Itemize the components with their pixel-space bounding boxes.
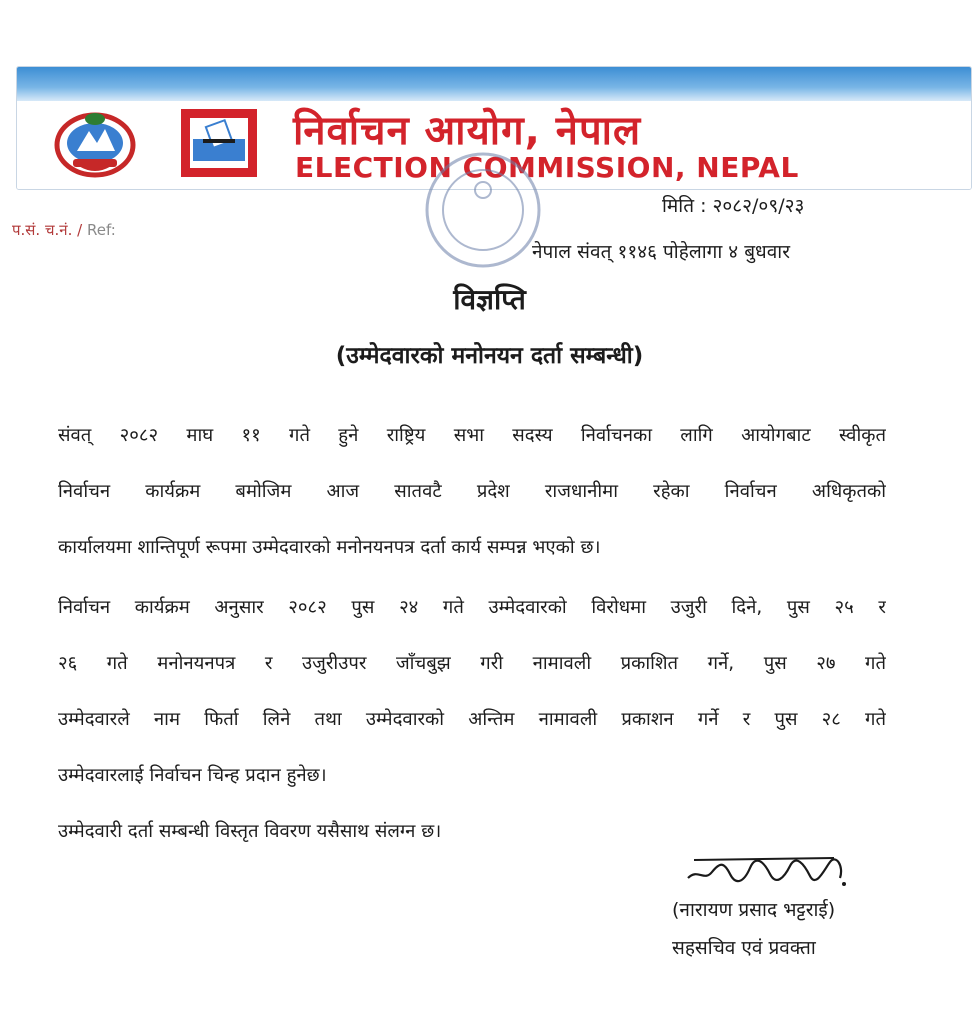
signatory-designation: सहसचिव एवं प्रवक्ता (672, 937, 816, 959)
paragraph-line: उम्मेदवारी दर्ता सम्बन्धी विस्तृत विवरण यसैसाथ संलग्न छ। (58, 821, 442, 842)
paragraph-line: उम्मेदवारले नाम फिर्ता लिने तथा उम्मेदवारको अन्तिम नामावली प्रकाशन गर्ने र पुस २८ गते (58, 709, 886, 730)
paragraph-line: कार्यालयमा शान्तिपूर्ण रूपमा उम्मेदवारको मनोनयनपत्र दर्ता कार्य सम्पन्न भएको छ। (58, 537, 601, 558)
signatory-name: (नारायण प्रसाद भट्टराई) (672, 899, 836, 921)
org-name-english: ELECTION COMMISSION, NEPAL (295, 151, 799, 184)
issue-date: मिति : २०८२/०९/२३ (662, 195, 805, 217)
paragraph-line: निर्वाचन कार्यक्रम अनुसार २०८२ पुस २४ गते उम्मेदवारको विरोधमा उजुरी दिने, पुस २५ र (58, 597, 886, 618)
reference-label-english: Ref: (86, 221, 116, 239)
reference-label (12, 220, 116, 240)
reference-label-nepali: प.सं. च.नं. / (12, 221, 83, 239)
notice-paragraph-1 (58, 408, 886, 576)
paragraph-line: निर्वाचन कार्यक्रम बमोजिम आज सातवटै प्रदेश राजधानीमा रहेका निर्वाचन अधिकृतको (58, 481, 886, 502)
org-name-nepali: निर्वाचन आयोग, नेपाल (293, 108, 642, 154)
notice-paragraph-2 (58, 580, 886, 804)
notice-title: विज्ञप्ति (453, 283, 526, 316)
paragraph-line: संवत् २०८२ माघ ११ गते हुने राष्ट्रिय सभा सदस्य निर्वाचनका लागि आयोगबाट स्वीकृत (58, 425, 886, 446)
paragraph-line: २६ गते मनोनयनपत्र र उजुरीउपर जाँचबुझ गरी नामावली प्रकाशित गर्ने, पुस २७ गते (58, 653, 886, 674)
nepal-sambat-date: नेपाल संवत् ११४६ पोहेलागा ४ बुधवार (532, 241, 790, 263)
paragraph-line: उम्मेदवारलाई निर्वाचन चिन्ह प्रदान हुनेछ। (58, 765, 327, 786)
handwritten-signature (684, 848, 856, 892)
nepal-emblem-icon (51, 103, 139, 181)
letterhead-band (17, 67, 971, 101)
notice-subtitle: (उम्मेदवारको मनोनयन दर्ता सम्बन्धी) (335, 343, 644, 369)
ballot-box-icon (181, 109, 257, 177)
office-stamp (408, 150, 558, 290)
